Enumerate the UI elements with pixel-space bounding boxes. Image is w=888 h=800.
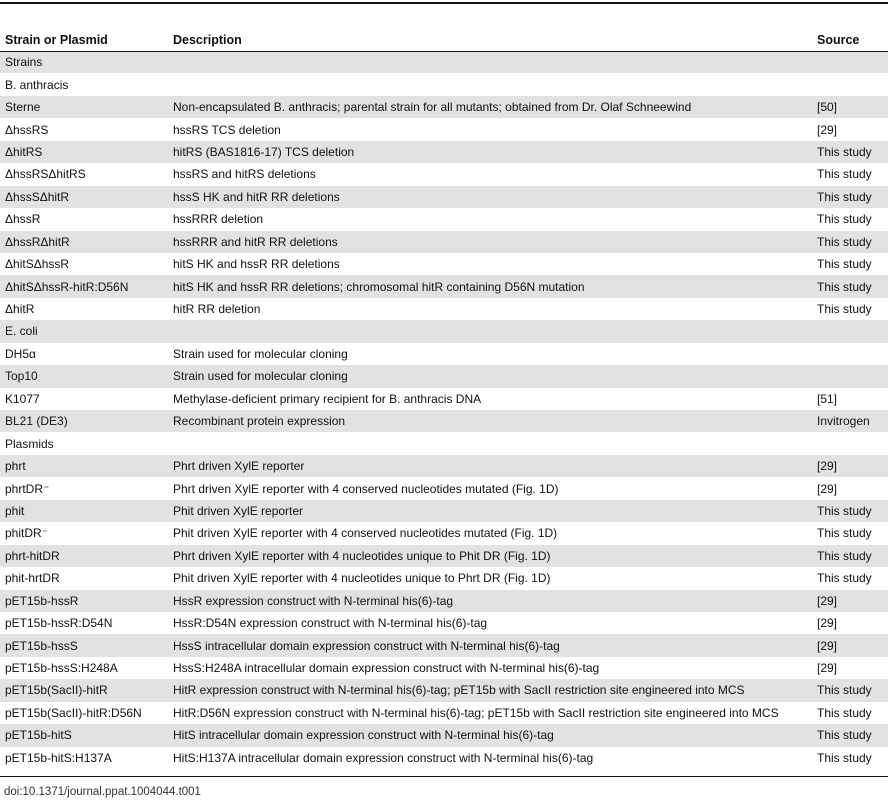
cell-strain-or-plasmid: phit-hrtDR (0, 567, 168, 589)
table-row (0, 522, 888, 544)
cell-strain-or-plasmid: phrtDR⁻ (0, 477, 168, 499)
cell-source: This study (812, 545, 888, 567)
cell-description: hssS HK and hitR RR deletions (168, 186, 812, 208)
cell-description: hssRRR deletion (168, 208, 812, 230)
table-row (0, 231, 888, 253)
cell-strain-or-plasmid: ΔhitR (0, 298, 168, 320)
cell-strain-or-plasmid: ΔhssSΔhitR (0, 186, 168, 208)
table-row (0, 702, 888, 724)
cell-strain-or-plasmid: pET15b-hssS:H248A (0, 657, 168, 679)
cell-source: [29] (812, 612, 888, 634)
cell-source: Invitrogen (812, 410, 888, 432)
cell-description: Non-encapsulated B. anthracis; parental strain for all mutants; obtained from Dr. Olaf Schneewind (168, 96, 812, 118)
cell-strain-or-plasmid: phit (0, 500, 168, 522)
cell-source: [29] (812, 455, 888, 477)
cell-strain-or-plasmid: phrt-hitDR (0, 545, 168, 567)
table-row (0, 455, 888, 477)
cell-source: This study (812, 231, 888, 253)
table-row (0, 208, 888, 230)
cell-strain-or-plasmid: ΔhssRSΔhitRS (0, 163, 168, 185)
cell-source: [29] (812, 590, 888, 612)
cell-strain-or-plasmid: Sterne (0, 96, 168, 118)
table-row (0, 320, 888, 342)
header-source: Source (817, 32, 860, 47)
cell-description (168, 432, 812, 454)
table-row (0, 253, 888, 275)
table-row (0, 388, 888, 410)
table-row (0, 657, 888, 679)
cell-source (812, 343, 888, 365)
cell-strain-or-plasmid: phrt (0, 455, 168, 477)
cell-strain-or-plasmid: ΔhssR (0, 208, 168, 230)
table-row (0, 51, 888, 73)
cell-description: Methylase-deficient primary recipient for B. anthracis DNA (168, 388, 812, 410)
cell-source: This study (812, 747, 888, 769)
cell-strain-or-plasmid: pET15b-hssR (0, 590, 168, 612)
cell-source (812, 73, 888, 95)
table-row (0, 634, 888, 656)
table-row (0, 141, 888, 163)
cell-description: HssS intracellular domain expression construct with N-terminal his(6)-tag (168, 634, 812, 656)
table-row (0, 477, 888, 499)
bottom-rule (0, 776, 888, 777)
cell-source: [29] (812, 477, 888, 499)
cell-strain-or-plasmid: pET15b(SacII)-hitR (0, 679, 168, 701)
cell-description: Phit driven XylE reporter with 4 nucleotides unique to Phrt DR (Fig. 1D) (168, 567, 812, 589)
cell-source (812, 432, 888, 454)
cell-strain-or-plasmid: BL21 (DE3) (0, 410, 168, 432)
table-row (0, 410, 888, 432)
table-row (0, 96, 888, 118)
table-row (0, 545, 888, 567)
cell-source: This study (812, 298, 888, 320)
cell-description: HssS:H248A intracellular domain expression construct with N-terminal his(6)-tag (168, 657, 812, 679)
cell-source: This study (812, 208, 888, 230)
table-row (0, 679, 888, 701)
cell-strain-or-plasmid: pET15b-hssS (0, 634, 168, 656)
cell-source: This study (812, 186, 888, 208)
cell-description: Strain used for molecular cloning (168, 365, 812, 387)
header-row (0, 28, 888, 51)
header-rule (0, 51, 888, 52)
cell-source: This study (812, 163, 888, 185)
header-strain-or-plasmid: Strain or Plasmid (5, 32, 108, 47)
cell-source: [29] (812, 118, 888, 140)
doi-caption: doi:10.1371/journal.ppat.1004044.t001 (4, 786, 201, 798)
cell-description: hitRS (BAS1816-17) TCS deletion (168, 141, 812, 163)
cell-source: This study (812, 500, 888, 522)
cell-strain-or-plasmid: Plasmids (0, 432, 168, 454)
table-row (0, 118, 888, 140)
cell-strain-or-plasmid: pET15b-hssR:D54N (0, 612, 168, 634)
cell-source: [51] (812, 388, 888, 410)
cell-source: [50] (812, 96, 888, 118)
cell-description: Phit driven XylE reporter with 4 conserved nucleotides mutated (Fig. 1D) (168, 522, 812, 544)
top-rule (0, 2, 888, 4)
cell-strain-or-plasmid: pET15b-hitS (0, 724, 168, 746)
cell-source: This study (812, 567, 888, 589)
cell-description: HssR expression construct with N-terminal his(6)-tag (168, 590, 812, 612)
cell-source: [29] (812, 634, 888, 656)
cell-description: Recombinant protein expression (168, 410, 812, 432)
table-row (0, 275, 888, 297)
table-row (0, 365, 888, 387)
cell-description: hitS HK and hssR RR deletions; chromosomal hitR containing D56N mutation (168, 275, 812, 297)
cell-description (168, 320, 812, 342)
strains-plasmids-table (0, 28, 888, 769)
cell-strain-or-plasmid: Top10 (0, 365, 168, 387)
cell-strain-or-plasmid: K1077 (0, 388, 168, 410)
table-row (0, 163, 888, 185)
cell-description (168, 51, 812, 73)
cell-description: HitR expression construct with N-terminal his(6)-tag; pET15b with SacII restriction site engineered into MCS (168, 679, 812, 701)
table-row (0, 724, 888, 746)
table-body (0, 51, 888, 769)
cell-strain-or-plasmid: phitDR⁻ (0, 522, 168, 544)
table-row (0, 612, 888, 634)
table-row (0, 432, 888, 454)
cell-strain-or-plasmid: ΔhitRS (0, 141, 168, 163)
cell-strain-or-plasmid: ΔhitSΔhssR (0, 253, 168, 275)
cell-strain-or-plasmid: ΔhssRS (0, 118, 168, 140)
cell-source: This study (812, 679, 888, 701)
cell-strain-or-plasmid: ΔhitSΔhssR-hitR:D56N (0, 275, 168, 297)
cell-source (812, 365, 888, 387)
cell-description: Strain used for molecular cloning (168, 343, 812, 365)
cell-source: This study (812, 275, 888, 297)
header-description: Description (173, 32, 242, 47)
cell-source: [29] (812, 657, 888, 679)
cell-description: Phrt driven XylE reporter (168, 455, 812, 477)
cell-description (168, 73, 812, 95)
cell-description: Phrt driven XylE reporter with 4 conserved nucleotides mutated (Fig. 1D) (168, 477, 812, 499)
cell-description: HitS:H137A intracellular domain expression construct with N-terminal his(6)-tag (168, 747, 812, 769)
cell-description: HitS intracellular domain expression construct with N-terminal his(6)-tag (168, 724, 812, 746)
cell-strain-or-plasmid: B. anthracis (0, 73, 168, 95)
cell-description: Phit driven XylE reporter (168, 500, 812, 522)
cell-strain-or-plasmid: E. coli (0, 320, 168, 342)
cell-strain-or-plasmid: ΔhssRΔhitR (0, 231, 168, 253)
table-row (0, 186, 888, 208)
cell-source: This study (812, 724, 888, 746)
table-row (0, 500, 888, 522)
cell-source: This study (812, 253, 888, 275)
cell-description: HssR:D54N expression construct with N-terminal his(6)-tag (168, 612, 812, 634)
cell-source (812, 320, 888, 342)
cell-description: HitR:D56N expression construct with N-terminal his(6)-tag; pET15b with SacII restriction site engineered into MCS (168, 702, 812, 724)
table-row (0, 298, 888, 320)
cell-description: hitS HK and hssR RR deletions (168, 253, 812, 275)
table-row (0, 343, 888, 365)
table-row (0, 567, 888, 589)
table-row (0, 747, 888, 769)
table-row (0, 590, 888, 612)
cell-description: hssRS TCS deletion (168, 118, 812, 140)
cell-strain-or-plasmid: DH5α (0, 343, 168, 365)
cell-description: hitR RR deletion (168, 298, 812, 320)
cell-strain-or-plasmid: Strains (0, 51, 168, 73)
cell-source: This study (812, 522, 888, 544)
cell-source: This study (812, 141, 888, 163)
cell-description: hssRS and hitRS deletions (168, 163, 812, 185)
cell-strain-or-plasmid: pET15b(SacII)-hitR:D56N (0, 702, 168, 724)
cell-description: Phrt driven XylE reporter with 4 nucleotides unique to Phit DR (Fig. 1D) (168, 545, 812, 567)
cell-description: hssRRR and hitR RR deletions (168, 231, 812, 253)
table-row (0, 73, 888, 95)
cell-source: This study (812, 702, 888, 724)
cell-source (812, 51, 888, 73)
cell-strain-or-plasmid: pET15b-hitS:H137A (0, 747, 168, 769)
